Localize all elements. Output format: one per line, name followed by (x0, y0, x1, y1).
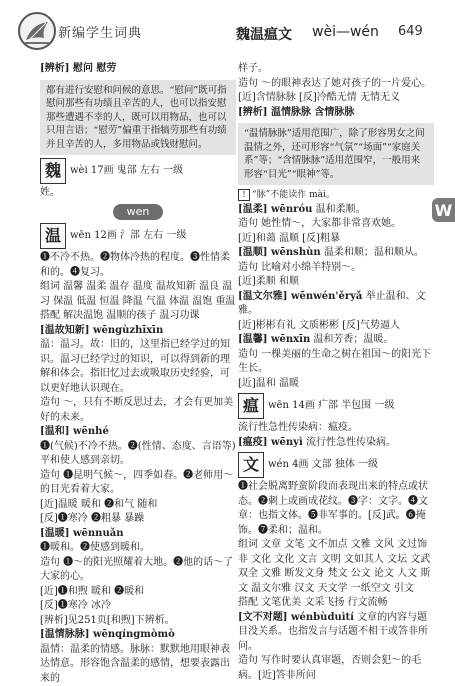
collocation-wen: 搭配 解决温饱 温顺的孩子 温习功课 (40, 309, 236, 324)
example-sentence: 造句 一棵美丽的生命之树在祖国～的阳光下生长。 (238, 348, 434, 377)
sub-entry-title: [温馨] wēnxīn (238, 334, 310, 345)
sub-entry-title: [温情脉脉] wēnqíngmòmò (40, 628, 236, 643)
sub-entry-def: 温：温习。故：旧的，这里指已经学过的知识。温习已经学过的知识，可以得到新的理解和体会。指旧忆过去或吸取历史经验，可以更好地认识现在。 (40, 338, 236, 396)
sub-entry-def: 文章的内容与题目没关系。也指发言与话题不相干或答非所问。 (238, 612, 428, 652)
header-pinyin-range: wèi—wén (312, 24, 379, 40)
sub-entry-def: 举止温和、文雅。 (238, 291, 426, 317)
example-sentence: 造句 ❶昆明气候～，四季如春。❷老师用～的目光看着大家。 (40, 469, 236, 498)
head-info-wen-text: wén 4画 文部 独体 一级 (268, 458, 378, 473)
side-index-tab[interactable]: W (432, 198, 455, 222)
entry-wen-warm (40, 223, 236, 249)
antonyms: [反]❶寒冷 ❷粗暴 暴躁 (40, 512, 236, 527)
entry-wen-text (238, 452, 434, 478)
page-number: 649 (398, 24, 423, 39)
sub-entry (238, 290, 434, 319)
analysis-box: 都有进行安慰和问候的意思。“慰问”既可指慰问那些有功绩且辛苦的人，也可以指安慰那些遭遇不幸的人，既可以用物品，也可以只用言语；“慰劳”偏重于指犒劳那些有功绩并且辛苦的人，多用物品或钱财慰问。 (40, 80, 236, 156)
sub-entry (238, 246, 434, 261)
sub-entry-title: [温文尔雅] wēnwén'ěryǎ (238, 291, 362, 302)
def-wei: 姓。 (40, 186, 236, 201)
head-char-wen-plague: 瘟 (238, 393, 264, 419)
entry-wei (40, 158, 236, 184)
page-header (0, 0, 455, 62)
warning-mark-icon: ! (238, 189, 250, 201)
synonyms-antonyms: [近]和蔼 温顺 [反]粗暴 (238, 232, 434, 247)
example-sentence: 造句 ～，只有不断反思过去，才会有更加美好的未来。 (40, 396, 236, 425)
example-sentence: 造句 ❶～的阳光照耀着大地。❷他的话～了大家的心。 (40, 556, 236, 585)
antonyms: [反]❶寒冷 冰冷 (40, 599, 236, 614)
pronunciation-note (238, 188, 434, 203)
cross-reference: [辨析]见251页[和煦]下辨析。 (40, 614, 236, 629)
sub-entry-def: ❶(气候)不冷不热。❷(性情、态度、言语等)平和使人感到亲切。 (40, 440, 236, 469)
analysis-title: [辨析] 慰问 慰劳 (40, 62, 236, 77)
synonyms: [近]温暖 暖和 ❷和气 随和 (40, 498, 236, 513)
group-words-wen: 组词 温馨 温柔 温存 温度 温故知新 温良 温习 保温 低温 恒温 降温 气温 体温 温饱 重温 (40, 280, 236, 309)
sub-entry-title: [温和] wēnhé (40, 425, 236, 440)
def-wen: ❶不冷不热。❷物体冷热的程度。❸性情柔和的。❹复习。 (40, 251, 236, 280)
head-info-wen: wēn 12画 氵部 左右 一级 (70, 229, 186, 244)
sub-entry (238, 333, 434, 348)
sub-entry-title: [温故知新] wēngùzhīxīn (40, 324, 236, 339)
example-sentence: 造句 她性情～，大家都非常喜欢她。 (238, 217, 434, 232)
sub-entry (238, 203, 434, 218)
sub-entry-title: [温暖] wēnnuǎn (40, 527, 236, 542)
sub-entry-title: [温柔] wēnróu (238, 204, 312, 215)
group-words-wen-text: 组词 文章 文笔 文不加点 文雅 文风 文过饰非 文化 文化 文言 文明 文如其人 文坛 文武双全 文雅 断发文身 梵文 公文 论文 人文 斯文 温文尔雅 汉文 天文学 一纸空文 引文 (238, 538, 434, 596)
analysis-box: “温情脉脉”适用范围广，除了形容男女之间温情之外，还可形容“气氛”“场面”“家庭关系”等；“含情脉脉”适用范围窄，一般用来形容“目光”“眼神”等。 (238, 123, 434, 185)
sub-entry (238, 611, 434, 655)
sub-entry-def: 温和柔顺。 (316, 204, 366, 215)
analysis-title: [辨析] 温情脉脉 含情脉脉 (238, 106, 434, 121)
continued-def: 样子。 (238, 62, 434, 77)
sub-entry-def: ❶暖和。❷使感到暖和。 (40, 541, 236, 556)
chapter-marker (40, 204, 236, 221)
sub-entry-title: [温顺] wēnshùn (238, 247, 321, 258)
synonyms-antonyms: [近]彬彬有礼 文质彬彬 [反]气势逼人 (238, 319, 434, 334)
head-info-wei: wèi 17画 鬼部 左右 一级 (70, 164, 183, 179)
entry-wen-plague (238, 393, 434, 419)
left-column (40, 62, 236, 686)
example-sentence: 造句 比喻对小绵羊特别～。 (238, 261, 434, 276)
head-char-wei: 魏 (40, 158, 66, 184)
def-wen-plague: 流行性急性传染病：瘟疫。 (238, 421, 434, 436)
dictionary-brand: 新编学生词典 (58, 22, 142, 41)
collocation-wen-text: 搭配 文笔优美 文采飞扬 行文流畅 (238, 596, 434, 611)
sub-entry-title: [文不对题] wénbùduìtí (238, 612, 354, 623)
chapter-label: wen (113, 204, 164, 221)
sub-entry-title: [瘟疫] wēnyì (238, 437, 303, 448)
sub-entry (238, 436, 434, 451)
sub-entry-def: 温柔和顺；温和顺从。 (324, 247, 424, 258)
def-wen-text: ❶社会脱离野蛮阶段而表现出来的特点或状态。❷刺上或画成花纹。❸字：文字。❹文章：也指文体。❺非军事的。[反]武。❻掩饰。❼柔和；温和。 (238, 480, 434, 538)
synonyms: [近]柔顺 和顺 (238, 275, 434, 290)
synonyms-antonyms: [近]含情脉脉 [反]冷酷无情 无情无义 (238, 91, 434, 106)
head-char-wen: 温 (40, 223, 66, 249)
example-sentence: 造句 ～的眼神表达了她对孩子的一片爱心。 (238, 77, 434, 92)
sub-entry-def: 温和芳香；温暖。 (313, 334, 393, 345)
head-char-wen-text: 文 (238, 452, 264, 478)
synonyms: [近]温和 温暖 (238, 377, 434, 392)
header-entry-range: 魏温瘟文 (236, 24, 292, 44)
sub-entry-def: 流行性急性传染病。 (306, 437, 396, 448)
sub-entry-def: 温情：温柔的情感。脉脉：默默地用眼神表达情意。形容饱含温柔的感情，想要表露出来的 (40, 643, 236, 686)
right-column (238, 62, 434, 683)
synonyms: [近]❶和煦 暖和 ❷暖和 (40, 585, 236, 600)
dictionary-logo (18, 12, 56, 50)
example-sentence: 造句 写作时要认真审题，否则会犯～的毛病。[近]答非所问 (238, 654, 434, 683)
head-info-wen-plague: wēn 14画 疒部 半包围 一级 (268, 399, 394, 414)
pronunciation-note-text: “脉”不能读作 mài。 (252, 190, 335, 200)
